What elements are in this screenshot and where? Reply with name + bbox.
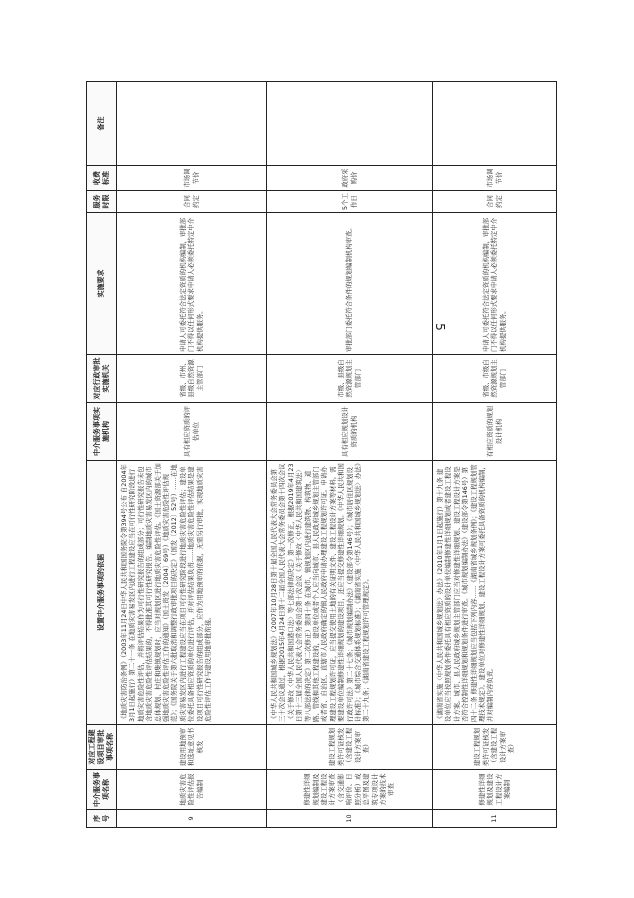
- cell-fee: 市场调节价: [433, 166, 557, 191]
- cell-basis: 《地质灾害防治条例》（2003年11月24日中华人民共和国国务院令第394号公布 自2004年3月1日起施行）第二十一条 在地质灾害易发区内进行工程建设应当在可行性研究阶段进行地质灾害危险性评估，并将评估结果作为可行性研究报告的组成部分；可行性研究报告未包含地质灾害危险性评估结果的，不得批准其可行性研究报告。编制地质灾害易发区内的城市总体规划、村庄和集镇规划时，应当对规划区进行地质灾害危险性评估。《国土资源部关于加强地质灾害危险性评估工作的通知》（国土资发〔2004〕69号）《地质灾害危险性评估规范》；《国务院关于第六批取消和调整行政审批项目的决定》（国发〔2012〕52号）……在地质灾害易发区内进行工程建设应当在项目可行性研究阶段进行地质灾害危险性评估；建设单位委托具备相应资质的单位进行评估，并对评估结果负责……地质灾害危险性评估结果是建设项目可行性研究报告的组成部分，应作为用地预审的依据，无需另行审批，实现地质灾害危险性评估工作与建设用地审批衔接。: [117, 461, 267, 725]
- col-header-basis: 设置中介服务事项的依据: [87, 461, 117, 725]
- cell-remark: [267, 82, 433, 166]
- cell-no: 9: [117, 810, 267, 828]
- col-header-approval: 对应工程建设项目审批事项名称: [87, 725, 117, 770]
- col-header-service: 中介服务事项名称: [87, 770, 117, 810]
- cell-basis: 《湖南省实施〈中华人民共和国城乡规划法〉办法》（2010年1月1日起施行）第十九条 建设单位应当按照规划条件委托具有相应资质的设计单位编制修建性详细规划或者建设工程设计方案。城市、县人民政府城乡规划主管部门应当对修建性详细规划、建设工程设计方案是否符合控制性详细规划和规划条件进行审查。《城市规划编制办法》（建设部令第146号）第四十二条 修建性详细规划应当包括下列内容……《湖南省城乡规划条例》；《建设工程规划管理技术规定》。建设单位对修建性详细规划、建设工程设计方案可委托具备资质的机构编制，并对编制内容负责。: [433, 461, 557, 725]
- cell-fee: 市场调节价: [117, 166, 267, 191]
- cell-time-limit: 合同约定: [433, 191, 557, 213]
- cell-time-limit: 合同约定: [117, 191, 267, 213]
- cell-approval: 建设工程规划类许可证核发（含建设工程设计方案审查）: [433, 725, 557, 770]
- cell-service: 修建性详细规划编制及建设工程设计方案审查（含交通影响评价、日照分析）或总平图及建筑专项设计方案的技术审查: [267, 770, 433, 810]
- cell-no: 11: [433, 810, 557, 828]
- table-row: [117, 82, 267, 828]
- cell-time-limit: 5个工作日: [267, 191, 433, 213]
- cell-requirement: 申请人可委托符合法定资质的机构编制，审批部门不得以任何形式要求申请人必须委托特定中介机构提供服务。: [433, 213, 557, 355]
- col-header-agency: 中介服务事项实施机构: [87, 403, 117, 461]
- cell-approval: 建设工程规划类许可证核发（含建设工程设计方案审查）: [267, 725, 433, 770]
- cell-remark: [117, 82, 267, 166]
- cell-remark: [433, 82, 557, 166]
- cell-basis: 《中华人民共和国城乡规划法》（2007年10月28日第十届全国人民代表大会常务委员会第三十次会议通过，根据2015年4月24日第十二届全国人民代表大会常务委员会第十四次会议《关于修改〈中华人民共和国港口法〉等七部法律的决定》第一次修正，根据2019年4月23日第十三届全国人民代表大会常务委员会第十次会议《关于修改〈中华人民共和国建筑法〉等八部法律的决定》第二次修正）第四十条 在城市、镇规划区内进行建筑物、构筑物、道路、管线和其他工程建设的，建设单位或者个人应当向城市、县人民政府城乡规划主管部门或者省、自治区、直辖市人民政府确定的镇人民政府申请办理建设工程规划许可证。申请办理建设工程规划许可证，应当提交使用土地的有关证明文件、建设工程设计方案等材料。需要建设单位编制修建性详细规划的建设项目，还应当提交修建性详细规划。《中华人民共和国行政许可法》第二十七条；《城市规划编制办法》（建设部令第146号）；《城市居住区规划设计标准》；《城市综合交通体系规划标准》；《湖南省实施〈中华人民共和国城乡规划法〉办法》第二十九条；《湖南省建设工程规划许可管理规定》。: [267, 461, 433, 725]
- col-header-remark: 备注: [87, 82, 117, 166]
- cell-authority: 省级、市级自然资源规划主管部门: [433, 355, 557, 403]
- cell-requirement: 审批部门委托符合条件的规划编制机构审查。: [267, 213, 433, 355]
- cell-no: 10: [267, 810, 433, 828]
- intermediary-services-table: [86, 81, 557, 828]
- table-row: [267, 82, 433, 828]
- cell-service: 地质灾害危险性评估报告编制: [117, 770, 267, 810]
- table-row: [433, 82, 557, 828]
- cell-authority: 省级、市州、县级自然资源主管部门: [117, 355, 267, 403]
- cell-approval: 建设用地预审和选址意见书核发: [117, 725, 267, 770]
- col-header-no: 序号: [87, 810, 117, 828]
- col-header-time-limit: 服务时限: [87, 191, 117, 213]
- cell-agency: 具有相应规划设计资质的机构: [267, 403, 433, 461]
- page-number: 5: [432, 323, 447, 331]
- cell-agency: 具有相应资质的评估单位: [117, 403, 267, 461]
- cell-agency: 有相应资质的规划设计机构: [433, 403, 557, 461]
- header-row: [87, 82, 117, 828]
- col-header-authority: 对应行政审批实施机关: [87, 355, 117, 403]
- cell-fee: 政府采购价: [267, 166, 433, 191]
- col-header-fee: 收费标准: [87, 166, 117, 191]
- cell-requirement: 申请人可委托符合法定资质的机构编制，审批部门不得以任何形式要求申请人必须委托特定中介机构提供服务。: [117, 213, 267, 355]
- col-header-requirement: 实施要求: [87, 213, 117, 355]
- cell-service: 修建性详细规划及建设工程设计方案编制: [433, 770, 557, 810]
- cell-authority: 市级、县级自然资源规划主管部门: [267, 355, 433, 403]
